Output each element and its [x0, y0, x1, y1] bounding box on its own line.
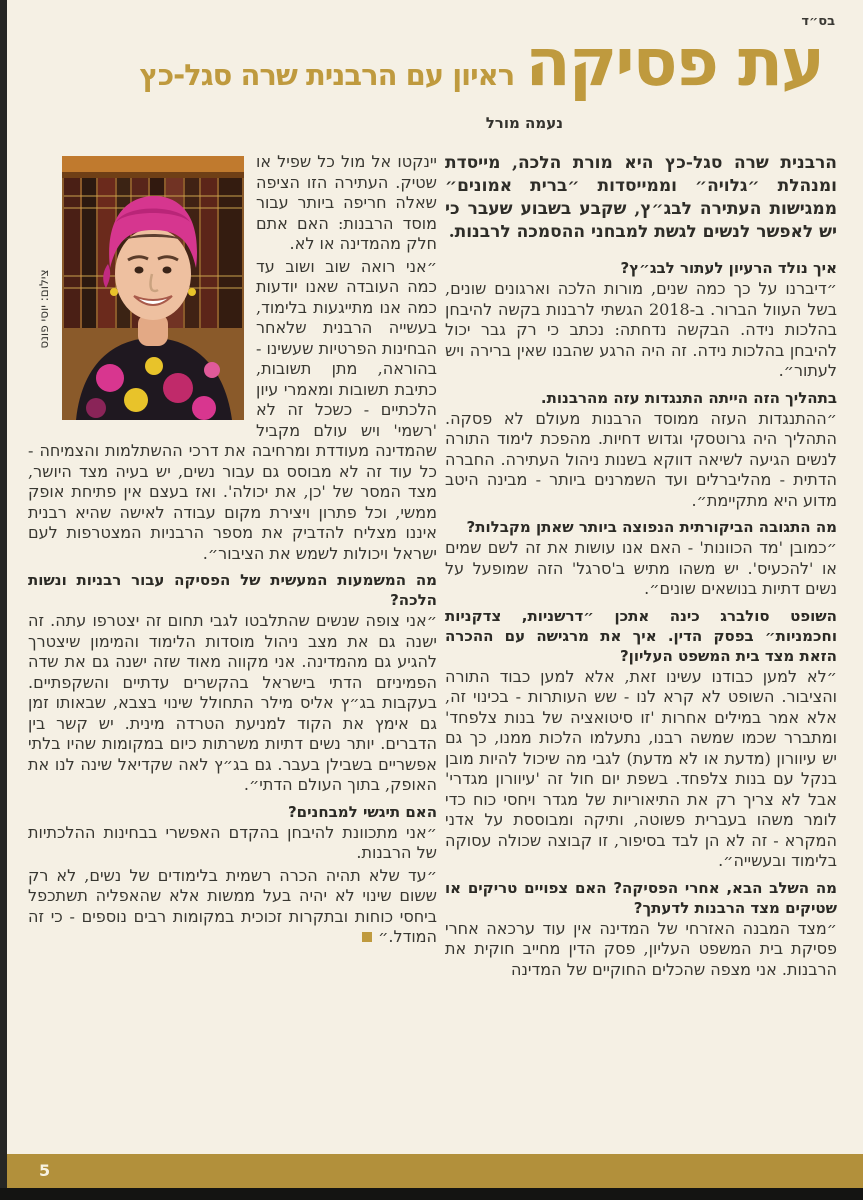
photo-credit: צילום: יוסי פונס [36, 269, 51, 350]
page-title: עת פסיקה [525, 24, 823, 101]
question-3: מה התגובה הביקורתית הנפוצה ביותר שאתן מקבלות? [466, 518, 837, 536]
column-left [28, 152, 437, 950]
answer-5-part3: ״אני רואה שוב ושוב עד כמה העובדה שאנו יודעות כמה אנו מתייגעות בלימוד, בעשייה הרבנית שלאחר הבחינות הפרטיות שעשינו - בהוראה, מתן תשובות, כתיבת תשובות ומאמרי עיון הלכתיים - כשכל זה לא 'רשמי' ויש עולם מקביל שהמדינה מעודדת ומרחיבה את דרכי ההשתלמות והצמיחה - כל עוד זה לא מבוסס גם עבור נשים, יש בעיה מצד היושר, מצד המסר של 'כן, את יכולה'. ואז בעצם אין פתיחת אופק ממשי, וכל פתרון ויצירת מקום עבודה לאישה שהיא רבנית איננו מצליח להדביק את מספר הרבניות המצטרפות לעם ישראל ויכולות לשמש את הציבור״. [28, 256, 437, 563]
page-number: 5 [39, 1161, 51, 1180]
byline: נעמה מורל [485, 114, 563, 132]
portrait-photo [62, 156, 244, 420]
question-5: מה השלב הבא, אחרי הפסיקה? האם צפויים טריקים או שטיקים מצד הרבנות לדעתך? [445, 878, 837, 917]
answer-6: ״אני צופה שנשים שהתלבטו לגבי תחום זה יצטרפו עתה. זה ישנה גם את מצב ניהול מוסדות הלימוד והמימון שיצטרך להגיע גם מהמדינה. אני מקווה מאוד שזה ישנה גם את שדה הפמיניזם הדתי בישראל בהקשרים עדתיים והשקפתיים. בעקבות בג״ץ אליס מילר התחולל שינוי בצבא, שבאותו זמן גם אימץ את הקוד למניעת הטרדה מינית. יש קשר בין הדברים. יותר נשים דתיות משרתות כיום במקומות שהיו בלתי אפשריים בשבילן בעבר. גם בג״ץ לאה שקדיאל שינה לנו את האופק, בתוך העולם הדתי״. [28, 611, 437, 794]
footer-bar [7, 1154, 863, 1188]
question-6: מה המשמעות המעשית של הפסיקה עבור רבניות ונשות הלכה? [28, 571, 437, 609]
answer-7-text: ״עד שלא תהיה הכרה רשמית בלימודים של נשים, לא רק ששום שינוי לא יהיה בעל ממשות אלא שהאפליה תשתכפל ביחסי כוחות ובתקרות זכוכית במקומות רבים נוספים - כי זה המודל.״ [28, 865, 437, 946]
answer-3: ״כמובן 'מד הכוונות' - האם אנו עושות את זה לשם שמים או 'להכעיס'. יש משהו מתיש ב'סרגל' הזה שמופעל על נשים דתיות בנושאים שונים״. [445, 538, 837, 598]
photo-credit-rail [28, 154, 60, 422]
portrait-photo-illustration [62, 156, 244, 420]
article-subtitle: ראיון עם הרבנית שרה סגל-כץ [139, 58, 515, 92]
end-mark-square-icon [362, 932, 372, 942]
page-bottom-edge [0, 1188, 863, 1200]
page-left-edge [0, 0, 7, 1200]
answer-2: ״ההתנגדות העזה ממוסד הרבנות מעולם לא פסקה. התהליך היה גרוטסקי וגדוש דחיות. מהפכת לימוד התורה לנשים הגיעה לשיאה דווקא בשנות ניהול העתירה. החברה הדתית - מהליברלים ועד השמרנים ביותר - מבינה היטב מדוע היא מתקיימת״. [445, 408, 837, 510]
question-1: איך נולד הרעיון לעתור לבג״ץ? [620, 259, 837, 277]
intro-paragraph: הרבנית שרה סגל-כץ היא מורת הלכה, מייסדת ומנהלת ״גלויה״ וממייסדות ״ברית אמונים״ ממגישות העתירה לבג״ץ, שקבע בשבוע שעבר כי יש לאפשר לנשים לגשת למבחני ההסמכה לרבנות. [445, 153, 837, 242]
answer-7-line2 [28, 866, 437, 948]
answer-1: ״דיברנו על כך כמה שנים, מורות הלכה וארגונים שונים, בשל העוול הברור. ב-2018 הגשתי לרבנות בקשה להיבחן בהלכות נידה. הבקשה נדחתה: נכתב כי רק גבר יכול להיבחן בהלכות נידה. זה היה הרגע שהבנו שאין ברירה ויש לעתור״. [445, 279, 837, 380]
portrait-photo-block [28, 154, 246, 422]
bsd-label: בס״ד [801, 14, 835, 29]
question-7: האם תיגשי למבחנים? [287, 802, 437, 821]
answer-4: ״לא למען כבודנו עשינו זאת, אלא למען כבוד התורה והציבור. השופט לא קרא לנו - שש העותרות - בכינוי זה, אלא אמר במילים אחרות 'זו סיטואציה של בנות צלפחד' ומתברר שכמו שמשה רבנו, נתעלמו הלכות ממנו, כך גם יש עיוורון (מדעת או לא מדעת) לגבי מה שיכול להיות מובן בנקל עם בנות צלפחד. בשפת יום חול זה 'עיוורון מגדרי' אבל לא צריך רק את התיאוריות של מגדר ויחסי כוח כדי לומר משהו בעברית פשוטה, ותיקה ומבוססת על אדני המקרא - זה לא הן לבד בסיפור, זו קבוצה שכולה עסוקה בלימוד ובעשייה״. [445, 666, 837, 870]
article-header [40, 24, 823, 101]
question-2: בתהליך הזה הייתה התנגדות עזה מהרבנות. [540, 388, 837, 407]
question-4: השופט סולברג כינה אתכן ״דרשניות, צדקניות וחכמניות״ בפסק הדין. איך את מרגישה עם ההכרה הזאת מצד בית המשפט העליון? [445, 606, 837, 665]
answer-5-part1: ״מצד המבנה האזרחי של המדינה אין עוד ערכאה אחרי פסיקת בית המשפט העליון, פסק הדין מחייב חוקית את הרבנות. אני מצפה שהכלים החוקיים של המדינה [445, 918, 837, 979]
answer-7-line1: ״אני מתכוונת להיבחן בהקדם האפשרי בבחינות ההלכתיות של הרבנות. [28, 822, 437, 862]
column-right [445, 152, 837, 982]
answer-5-part2: יינקטו אל מול כל שפיל או שטיק. העתירה הזו הציפה שאלה חריפה ביותר עבור מוסד הרבנות: האם אתם חלק מהמדינה או לא. [256, 152, 437, 253]
